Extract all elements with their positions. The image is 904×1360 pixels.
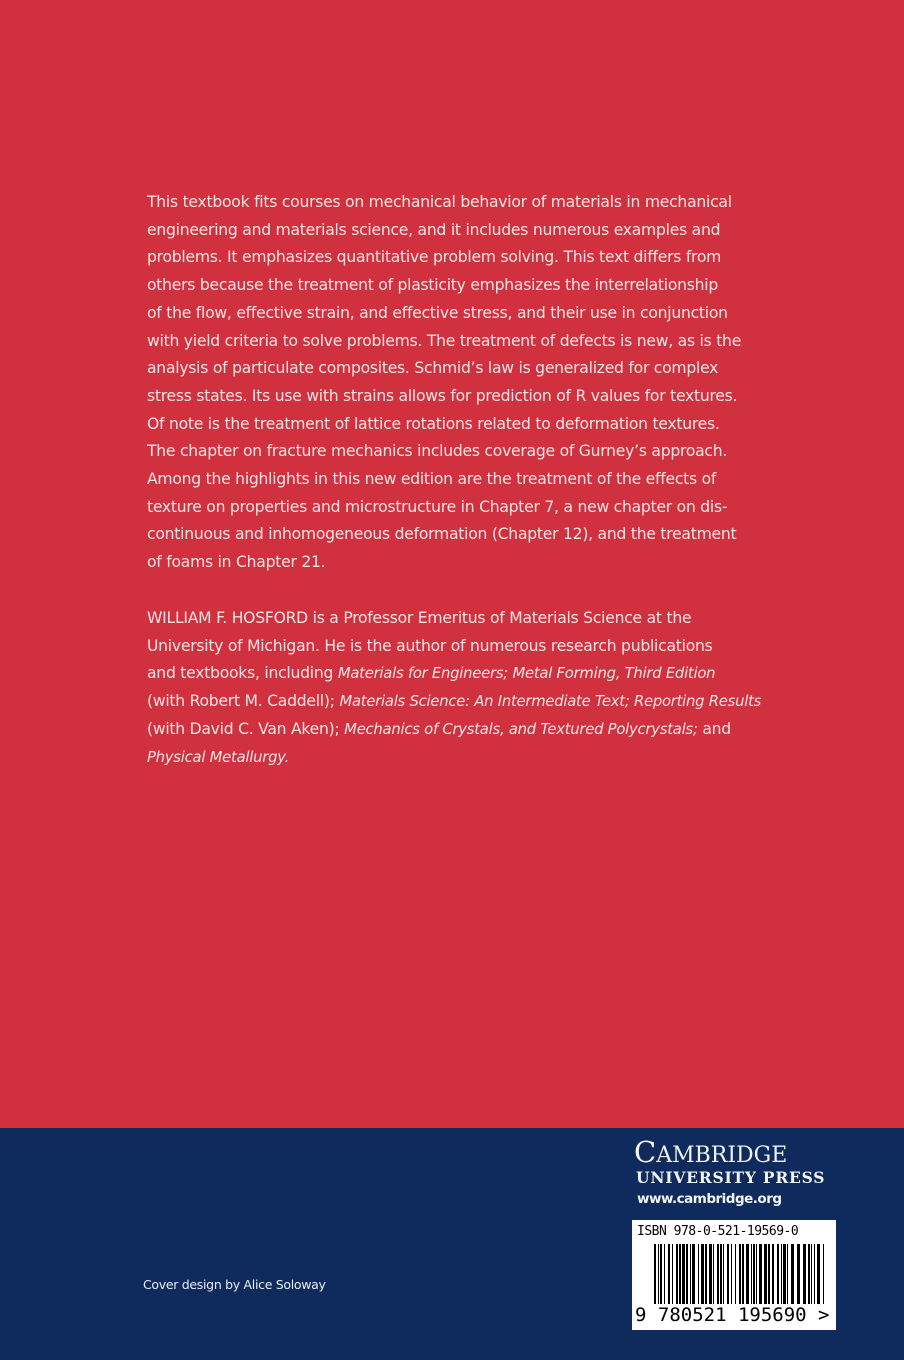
bio-line [147, 744, 761, 772]
description-line: continuous and inhomogeneous deformation (Chapter 12), and the treatment [147, 525, 737, 544]
barcode-digits [635, 1304, 829, 1326]
bio-text: and [697, 719, 731, 738]
author-bio [147, 605, 761, 771]
isbn-barcode [632, 1220, 836, 1330]
bio-line [147, 660, 761, 688]
description-line: stress states. Its use with strains allows for prediction of R values for textures. [147, 386, 738, 405]
book-title: Mechanics of Crystals, and Textured Polycrystals; [344, 720, 698, 738]
logo-name: AMBRIDGE [656, 1143, 788, 1168]
description-line: This textbook fits courses on mechanical behavior of materials in mechanical [147, 193, 732, 211]
bio-line [147, 688, 761, 716]
bio-line: University of Michigan. He is the author of numerous research publications [147, 636, 713, 655]
bio-line: WILLIAM F. HOSFORD is a Professor Emeritus of Materials Science at the [147, 609, 692, 627]
book-title: Materials Science: An Intermediate Text; Reporting Results [339, 693, 762, 711]
book-description [147, 189, 741, 577]
barcode-digit-text: 9 780521 195690 > [635, 1304, 830, 1326]
bio-text: (with Robert M. Caddell); [147, 692, 340, 711]
publisher-logo [634, 1136, 787, 1172]
description-line: analysis of particulate composites. Schmid’s law is generalized for complex [147, 359, 719, 378]
description-line: texture on properties and microstructure in Chapter 7, a new chapter on dis- [147, 497, 728, 516]
cover-credit: Cover design by Alice Soloway [143, 1277, 326, 1292]
book-title: Physical Metallurgy. [147, 748, 290, 766]
isbn-number: ISBN 978-0-521-19569-0 [637, 1224, 799, 1239]
description-line: Among the highlights in this new edition are the treatment of the effects of [147, 470, 717, 489]
publisher-website: www.cambridge.org [637, 1191, 782, 1207]
description-line: of the flow, effective strain, and effective stress, and their use in conjunction [147, 303, 728, 322]
description-line: problems. It emphasizes quantitative problem solving. This text differs from [147, 248, 722, 267]
description-line: The chapter on fracture mechanics includes coverage of Gurney’s approach. [147, 442, 728, 461]
description-line: Of note is the treatment of lattice rotations related to deformation textures. [147, 414, 720, 433]
publisher-subtitle: UNIVERSITY PRESS [636, 1168, 826, 1187]
bio-line [147, 716, 761, 744]
description-line: of foams in Chapter 21. [147, 553, 326, 572]
description-line: engineering and materials science, and it includes numerous examples and [147, 220, 721, 239]
description-line: with yield criteria to solve problems. The treatment of defects is new, as is the [147, 331, 742, 350]
bio-text: and textbooks, including [147, 664, 338, 683]
bio-text: (with David C. Van Aken); [147, 719, 345, 738]
description-line: others because the treatment of plasticity emphasizes the interrelationship [147, 276, 719, 295]
logo-initial: C [634, 1135, 657, 1169]
book-title: Materials for Engineers; Metal Forming, Third Edition [337, 665, 716, 683]
